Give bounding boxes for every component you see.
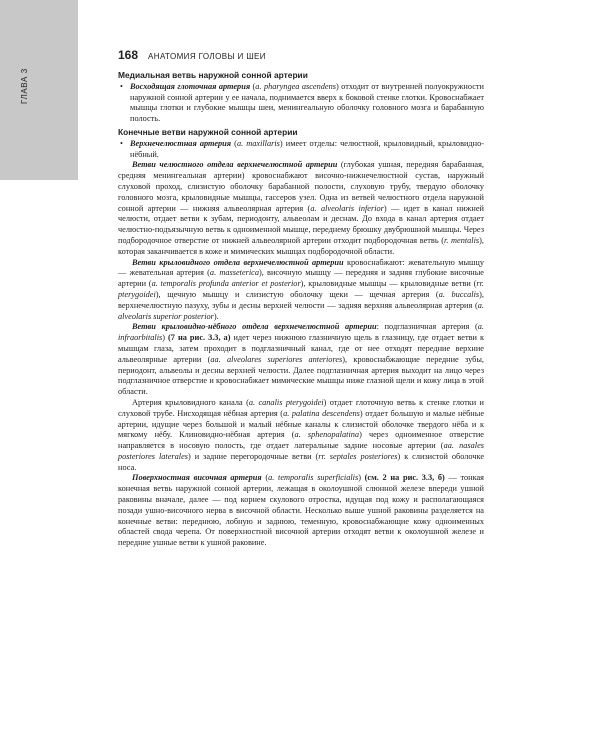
chapter-side-strip xyxy=(0,0,78,180)
text: ) xyxy=(162,333,169,343)
term-pterygoid-section: Ветви крыловидного отдела верхнечелюстной артерии xyxy=(132,257,344,267)
text: ) имеет отделы: челюстной, крыловидный, крыловидно-нёбный. xyxy=(130,138,484,159)
text: ) отходит от внутренней полуокружности наружной сонной артерии у ее начала, поднимается вверх к боковой стенке глотки. Кровоснабжает мышцы глотки и глубокие мышцы шеи, менингеальную оболочку головного мозга и барабанную полость. xyxy=(130,81,484,124)
text: ( xyxy=(261,473,269,483)
section-heading-terminal-branches: Конечные ветви наружной сонной артерии xyxy=(118,126,298,137)
figure-reference: (см. 2 на рис. 3.3, б) xyxy=(364,473,445,483)
text: ) через одноименное отверстие направляется в носовую полость, где отдает латеральные задние носовые артерии ( xyxy=(118,430,484,451)
term-superficial-temporal: Поверхностная височная артерия xyxy=(132,473,262,483)
latin-term: a. alveolaris superior posterior xyxy=(118,300,484,321)
latin-term: a. temporalis superficialis xyxy=(268,473,359,483)
text: ), щечную мышцу и слизистую оболочку щеки — щечная артерия ( xyxy=(155,289,439,299)
text: ). xyxy=(213,311,219,321)
latin-term: a. alveolaris inferior xyxy=(310,203,384,213)
latin-term: rr. pterygoidei xyxy=(118,279,484,299)
text: ), кровоснабжающие передние зубы, периодонт, альвеолы и десны верхней челюсти. Далее подглазничная артерия выходит на лицо через подглазничное отверстие и кровоснабжает мимические мышцы ниже глазной щели и кожу лица в этой области. xyxy=(118,354,484,397)
chapter-label: ГЛАВА 3 xyxy=(20,68,29,104)
latin-term: a. pharyngea ascendens xyxy=(255,81,336,91)
bullet-maxillary-artery xyxy=(118,139,484,161)
figure-reference: (7 на рис. 3.3, а) xyxy=(168,333,231,343)
latin-term: a. maxillaris xyxy=(236,138,280,148)
latin-term: a. palatina descendens xyxy=(283,408,360,418)
text: ) отдает большую и малые нёбные артерии, идущие через большой и малый нёбные каналы к слизистой оболочке твердого нёба и к мягкому нёбу. Клиновидно-нёбная артерия ( xyxy=(118,408,485,440)
page-header xyxy=(118,48,484,62)
latin-term: aa. alveolares superiores anteriores xyxy=(210,354,343,364)
text: Артерия крыловидного канала ( xyxy=(132,397,249,407)
latin-term: r. mentalis xyxy=(444,235,480,245)
text: ( xyxy=(231,138,237,148)
latin-term: rr. septales posteriores xyxy=(318,451,398,461)
paragraph-pterygoid-canal-artery xyxy=(118,398,484,474)
bullet-icon: • xyxy=(120,81,123,91)
running-title: АНАТОМИЯ ГОЛОВЫ И ШЕИ xyxy=(148,52,266,61)
latin-term: a. infraorbitalis xyxy=(118,322,484,343)
paragraph-pterygopalatine-section xyxy=(118,322,484,398)
latin-term: a. temporalis profunda anterior et posterior xyxy=(151,279,301,289)
latin-term: a. buccalis xyxy=(438,289,480,299)
page-number: 168 xyxy=(118,48,139,62)
text: кровоснабжают: жевательную мышцу — жевательная артерия ( xyxy=(118,257,484,278)
bullet-ascending-pharyngeal-artery xyxy=(118,82,484,125)
latin-term: a. masseterica xyxy=(209,268,259,278)
term-maxillary-artery: Верхнечелюстная артерия xyxy=(130,138,232,148)
text: ( xyxy=(250,81,256,91)
term-pterygopalatine-section: Ветви крыловидно-нёбного отдела верхнечелюстной артерии xyxy=(132,322,377,332)
text: : подглазничная артерия ( xyxy=(376,322,478,332)
text: идет через нижнюю глазничную щель в глазницу, где отдает ветви к мышцам глаза, затем проходит в подглазничный канал, где от нее отходят передние верхние альвеолярные артерии ( xyxy=(118,333,484,364)
text: ) и задние перегородочные ветви ( xyxy=(188,451,319,461)
text: ) — идет в канал нижней челюсти, отдает ветви к зубам, периодонту, альвеолам и деснам. До входа в канал артерия отдает челюстно-подъязычную ветвь к одноименной мышце, переднему брюшку двубрюшной мышцы. Через подбородочное отверстие от нижней альвеолярной артерии отходит подбородочная ветвь ( xyxy=(118,203,484,245)
page-body xyxy=(118,68,484,549)
latin-term: a. canalis pterygoidei xyxy=(248,397,324,407)
term-jaw-section: Ветви челюстного отдела верхнечелюстной артерии xyxy=(132,160,338,170)
paragraph-jaw-section xyxy=(118,160,484,257)
text: (глубокая ушная, передняя барабанная, средняя менингеальная артерии) кровоснабжают височно-нижнечелюстной сустав, наружный слуховой проход, слизистую оболочку барабанной полости, слуховую трубу, твердую оболочку головного мозга, крыловидные мышцы, гассеров узел. Одна из ветвей челюстного отдела наружной сонной артерии — нижняя альвеолярная артерия ( xyxy=(118,160,484,213)
bullet-icon: • xyxy=(120,138,123,148)
text: ), височную мышцу — передняя и задняя глубокие височные артерии ( xyxy=(118,268,484,289)
text: ), которая заканчивается в коже и мимических мышцах подбородочной области. xyxy=(118,235,484,256)
text: ), верхнечелюстную пазуху, зубы и десны верхней челюсти — задняя верхняя альвеолярная артерия ( xyxy=(118,289,484,310)
text: — тонкая конечная ветвь наружной сонной артерии, лежащая в околоушной слюнной железе впереди ушной раковины вначале, далее — под корнем скулового отростка, идущая под кожу и располагающаяся позади ушно-височного нерва в височной области. Несколько выше ушной раковины разделяется на конечные ветви: переднюю, лобную и заднюю, теменную, кровоснабжающие кожу одноименных областей свода черепа. От поверхностной височной артерии отходят ветви к околоушной железе и передние ушные ветви к ушной раковине. xyxy=(118,473,484,548)
text: ) xyxy=(358,473,365,483)
term-ascending-pharyngeal: Восходящая глоточная артерия xyxy=(130,81,251,91)
section-heading-medial-branch: Медиальная ветвь наружной сонной артерии xyxy=(118,70,308,80)
latin-term: a. sphenopalatina xyxy=(294,430,360,440)
latin-term: aa. nasales posteriores laterales xyxy=(118,441,484,461)
text: ) к слизистой оболочке носа. xyxy=(118,451,485,472)
paragraph-pterygoid-section xyxy=(118,258,484,323)
text: ), крыловидные мышцы — крыловидные ветви ( xyxy=(300,279,477,289)
paragraph-superficial-temporal-artery xyxy=(118,473,484,549)
text: ) отдает глоточную ветвь к стенке глотки и слуховой трубе. Нисходящая нёбная артерия ( xyxy=(118,397,484,418)
